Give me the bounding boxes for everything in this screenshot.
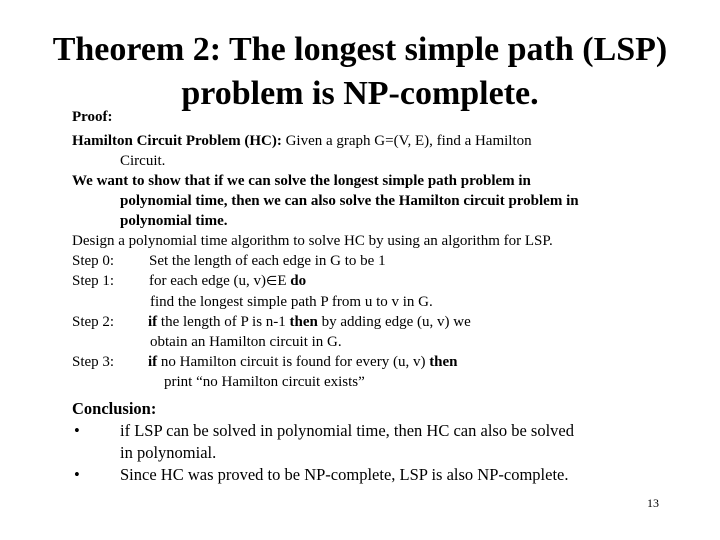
step-2	[72, 312, 692, 332]
conclusion-bullet-1	[72, 420, 692, 464]
bullet-icon: •	[74, 465, 80, 484]
conclusion	[72, 398, 692, 486]
step-2-keyword-if: if	[148, 314, 158, 330]
goal-line-1: We want to show that if we can solve the longest simple path problem in	[72, 173, 531, 189]
step-1	[72, 271, 692, 292]
proof-label: Proof:	[72, 109, 113, 125]
page-number: 13	[647, 496, 659, 510]
step-2-condition: the length of P is n-1	[157, 314, 290, 330]
conclusion-bullet-2-text: Since HC was proved to be NP-complete, LSP is also NP-complete.	[120, 465, 569, 484]
step-1-keyword-do: do	[290, 273, 307, 289]
step-1-text: for each edge (u, v)	[149, 273, 267, 289]
step-1-label: Step 1:	[72, 273, 115, 289]
hc-definition-text: Given a graph G=(V, E), find a Hamilton	[281, 133, 532, 149]
step-2-label: Step 2:	[72, 314, 115, 330]
design-statement: Design a polynomial time algorithm to solve HC by using an algorithm for LSP.	[72, 233, 553, 249]
slide-title	[20, 28, 700, 116]
proof-body	[72, 131, 692, 392]
step-3-line-2: print “no Hamilton circuit exists”	[164, 374, 365, 390]
step-0-label: Step 0:	[72, 253, 115, 269]
conclusion-bullet-2	[72, 464, 692, 486]
step-1-set: E	[277, 273, 291, 289]
step-0-text: Set the length of each edge in G to be 1	[149, 253, 386, 269]
step-1-line-2: find the longest simple path P from u to v in G.	[150, 294, 433, 310]
bullet-icon: •	[74, 421, 80, 440]
goal-line-2: polynomial time, then we can also solve the Hamilton circuit problem in	[120, 193, 579, 209]
hc-definition-continuation: Circuit.	[120, 153, 166, 169]
conclusion-heading: Conclusion:	[72, 399, 157, 418]
title-line-2: problem is NP-complete.	[181, 75, 539, 112]
hc-definition-term: Hamilton Circuit Problem (HC):	[72, 133, 282, 149]
step-2-keyword-then: then	[289, 314, 318, 330]
goal-line-3: polynomial time.	[120, 213, 228, 229]
step-3-condition: no Hamilton circuit is found for every (u, v)	[157, 354, 430, 370]
conclusion-bullet-1-line-2: in polynomial.	[120, 443, 217, 462]
step-3	[72, 352, 692, 372]
element-of-symbol: ∈	[266, 274, 278, 289]
step-3-keyword-then: then	[429, 354, 458, 370]
conclusion-bullet-1-line-1: if LSP can be solved in polynomial time, then HC can also be solved	[120, 421, 574, 440]
step-3-keyword-if: if	[148, 354, 158, 370]
hc-definition	[72, 131, 692, 151]
step-2-action: by adding edge (u, v) we	[317, 314, 471, 330]
title-line-1: Theorem 2: The longest simple path (LSP)	[52, 31, 668, 68]
step-0	[72, 251, 692, 271]
step-2-line-2: obtain an Hamilton circuit in G.	[150, 334, 342, 350]
step-3-label: Step 3:	[72, 354, 115, 370]
